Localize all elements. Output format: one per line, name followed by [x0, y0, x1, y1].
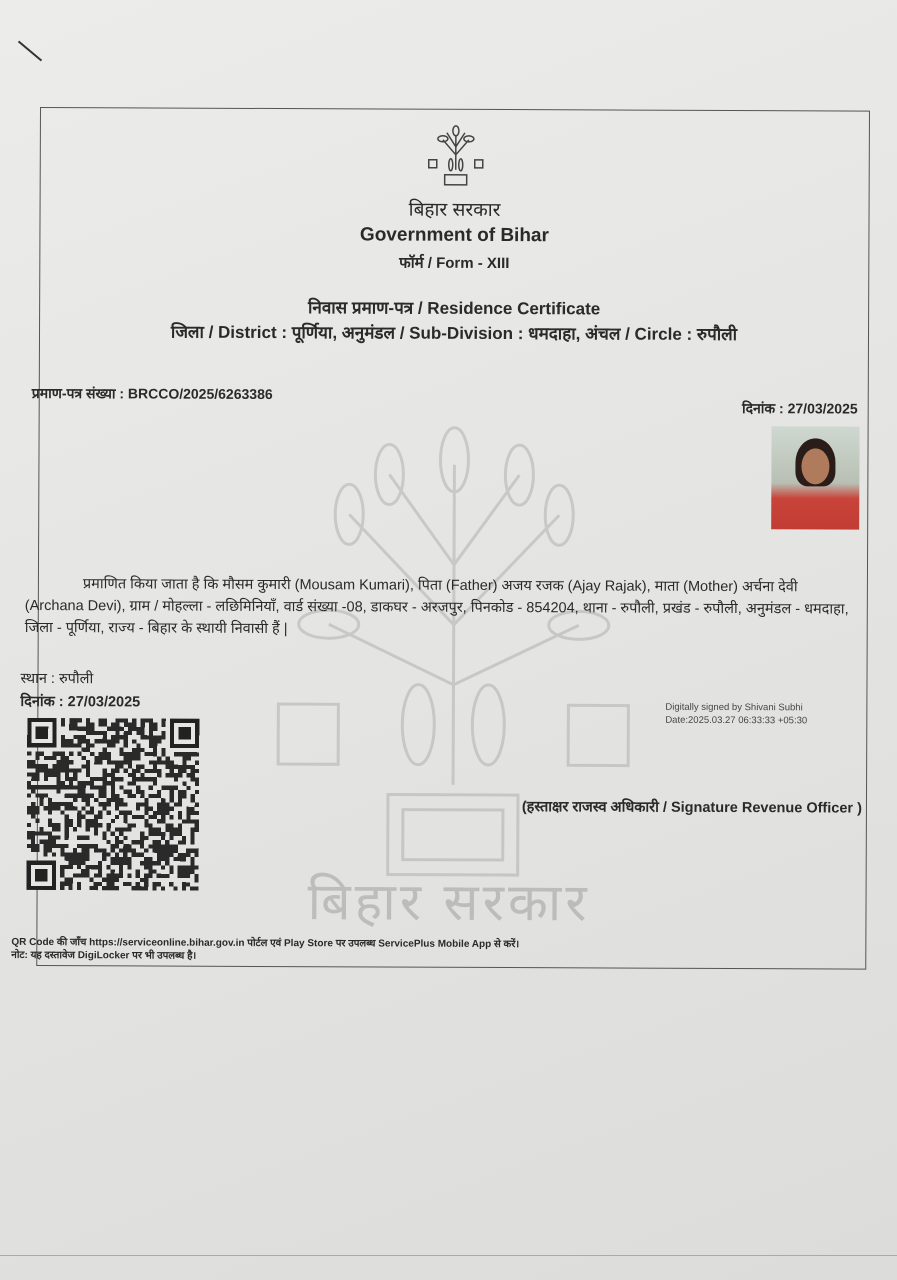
signature-date: Date:2025.03.27 06:33:33 +05:30 [665, 714, 808, 727]
watermark-text: बिहार सरकार [307, 873, 591, 933]
certificate-title: निवास प्रमाण-पत्र / Residence Certificate [307, 298, 601, 319]
paper-edge [0, 1255, 897, 1256]
jurisdiction-line: जिला / District : पूर्णिया, अनुमंडल / Sub-Division : धमदाहा, अंचल / Circle : रुपौली [170, 322, 738, 345]
digital-signature [665, 701, 807, 728]
certificate-statement: प्रमाणित किया जाता है कि मौसम कुमारी (Mousam Kumari), पिता (Father) अजय रजक (Ajay Rajak), माता (Mother) अर्चना देवी (Archana Devi), ग्राम / मोहल्ला - लछिमिनियाँ, वार्ड संख्या -08, डाकघर - अरजपुर, पिनकोड - 854204, थाना - रुपौली, प्रखंड - रुपौली, अनुमंडल - धमदाहा, जिला - पूर्णिया, राज्य - बिहार के स्थायी निवासी हैं | [24, 576, 849, 638]
footer-notes [11, 936, 519, 964]
certificate-number: प्रमाण-पत्र संख्या : BRCCO/2025/6263386 [31, 384, 273, 403]
qr-verification-note: QR Code की जाँच https://serviceonline.bihar.gov.in पोर्टल एवं Play Store पर उपलब्ध ServicePlus Mobile App से करें। [11, 936, 520, 951]
signed-by: Digitally signed by Shivani Subhi [665, 701, 803, 714]
tree-watermark-icon [267, 424, 639, 926]
signature-title: (हस्ताक्षर राजस्व अधिकारी / Signature Revenue Officer ) [521, 799, 862, 817]
bihar-emblem-icon [421, 125, 491, 190]
certificate-body [25, 573, 860, 643]
applicant-photo [771, 426, 859, 529]
date: दिनांक : 27/03/2025 [20, 693, 141, 711]
paper-mark [18, 41, 42, 62]
form-number: फॉर्म / Form - XIII [399, 254, 510, 273]
issue-date: दिनांक : 27/03/2025 [741, 400, 858, 417]
govt-name-hindi: बिहार सरकार [408, 199, 501, 222]
govt-name-english: Government of Bihar [359, 224, 549, 247]
place: स्थान : रुपौली [20, 670, 94, 688]
residence-certificate [11, 107, 870, 970]
qr-code[interactable] [22, 718, 205, 891]
digilocker-note: नोट: यह दस्तावेज DigiLocker पर भी उपलब्ध है। [11, 949, 197, 962]
